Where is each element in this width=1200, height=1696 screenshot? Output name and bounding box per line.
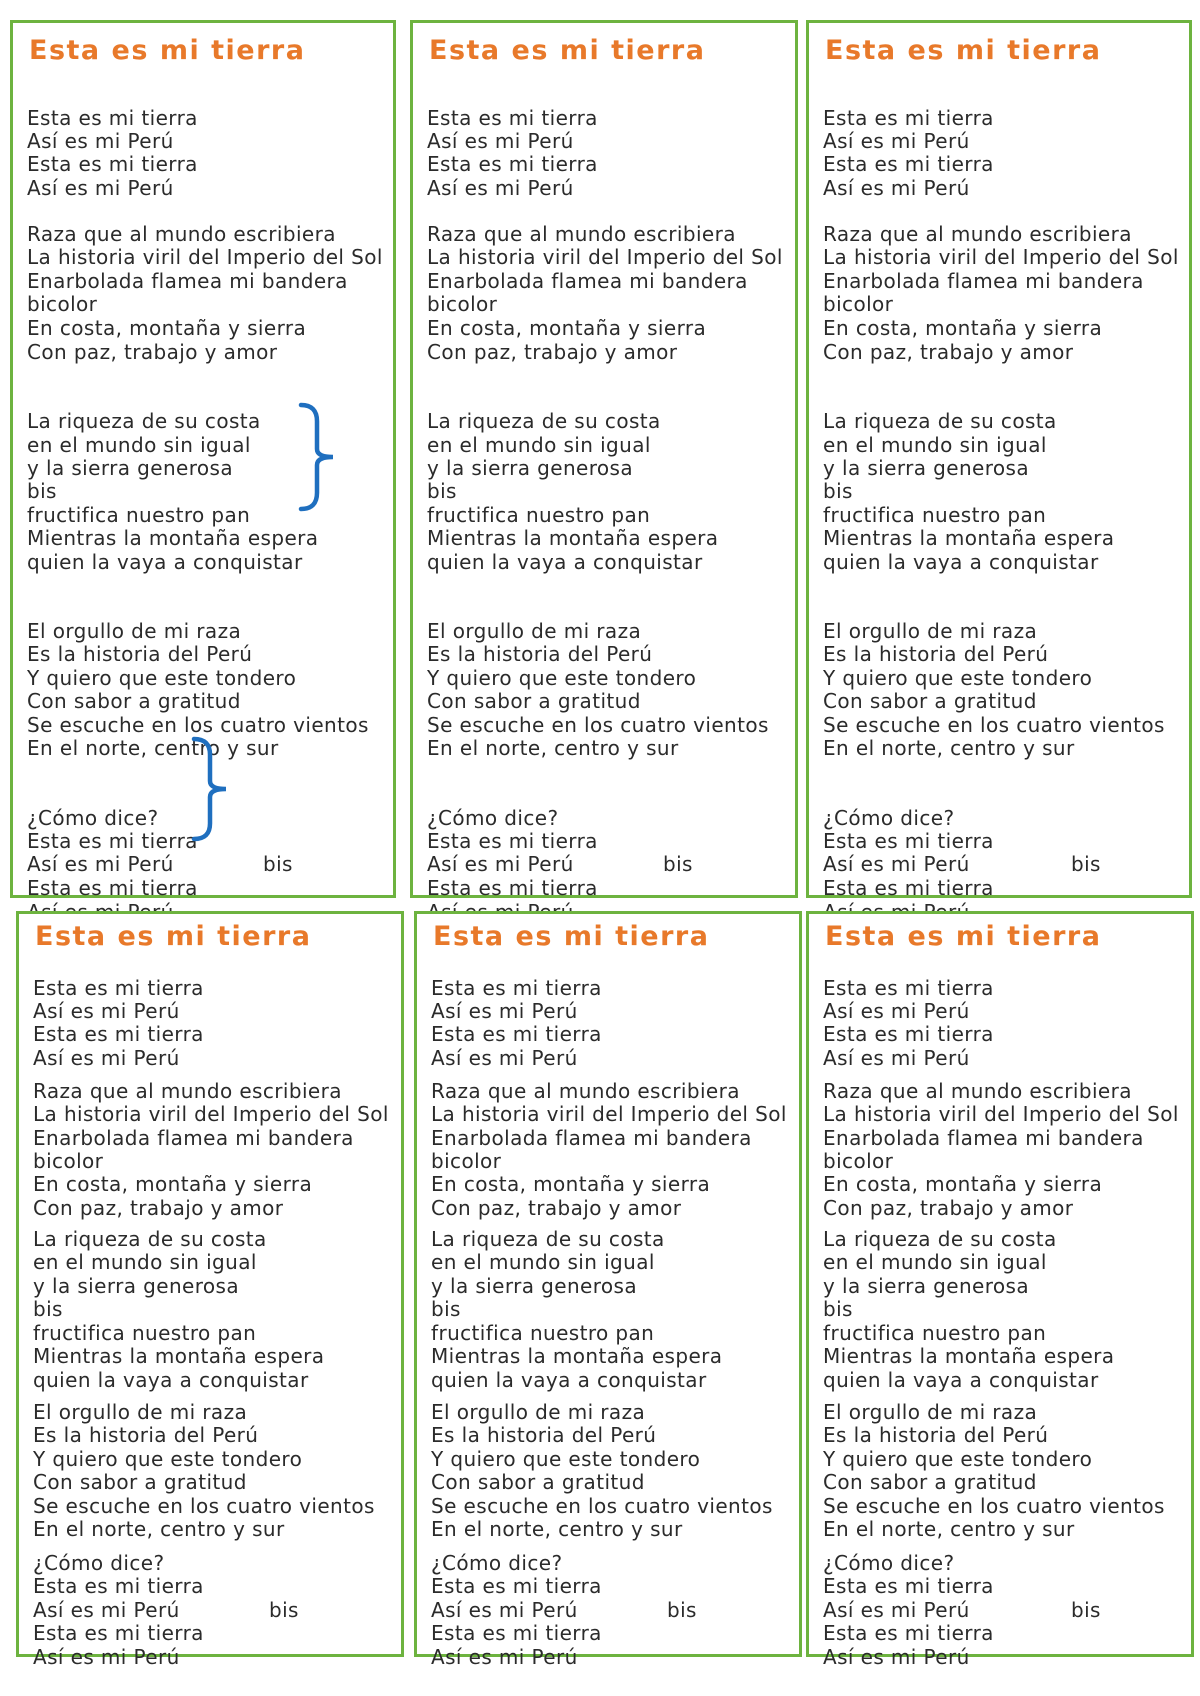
lyric-line: bicolor bbox=[823, 292, 894, 316]
lyric-line: en el mundo sin igual bbox=[33, 1250, 257, 1274]
lyric-line: Así es mi Perú bbox=[427, 176, 574, 200]
song-title: Esta es mi tierra bbox=[825, 921, 1102, 952]
lyric-line: Se escuche en los cuatro vientos bbox=[27, 713, 369, 737]
lyric-line: Así es mi Perú bbox=[33, 1046, 180, 1070]
lyric-line: quien la vaya a conquistar bbox=[33, 1368, 309, 1392]
lyric-line: Esta es mi tierra bbox=[427, 829, 598, 853]
lyric-line: Es la historia del Perú bbox=[27, 642, 253, 666]
lyric-line: Con paz, trabajo y amor bbox=[823, 340, 1074, 364]
lyric-line: bicolor bbox=[33, 1149, 104, 1173]
lyric-line: Esta es mi tierra bbox=[33, 976, 204, 1000]
lyric-line: Mientras la montaña espera bbox=[431, 1344, 723, 1368]
lyric-line: Así es mi Perú bbox=[431, 999, 578, 1023]
lyric-line: La historia viril del Imperio del Sol bbox=[431, 1102, 787, 1126]
lyric-line: Raza que al mundo escribiera bbox=[823, 1079, 1132, 1103]
lyric-line: Esta es mi tierra bbox=[823, 106, 994, 130]
lyric-line: Enarbolada flamea mi bandera bbox=[823, 269, 1144, 293]
lyric-line: Así es mi Perú bbox=[431, 1645, 578, 1669]
repeat-brace-icon bbox=[190, 736, 230, 842]
lyrics-card-3 bbox=[806, 20, 1192, 898]
lyric-line: Se escuche en los cuatro vientos bbox=[823, 713, 1165, 737]
lyric-line: Con sabor a gratitud bbox=[823, 1470, 1037, 1494]
lyrics-card-6 bbox=[806, 911, 1194, 1669]
lyric-line: Se escuche en los cuatro vientos bbox=[33, 1494, 375, 1518]
lyric-line: Enarbolada flamea mi bandera bbox=[431, 1126, 752, 1150]
lyric-line: Se escuche en los cuatro vientos bbox=[431, 1494, 773, 1518]
lyric-line: Esta es mi tierra bbox=[27, 106, 198, 130]
lyric-line: Así es mi Perú bbox=[427, 852, 574, 876]
lyric-line: en el mundo sin igual bbox=[27, 433, 251, 457]
lyric-line: En el norte, centro y sur bbox=[33, 1517, 285, 1541]
lyric-line: El orgullo de mi raza bbox=[33, 1400, 248, 1424]
lyric-line: Es la historia del Perú bbox=[823, 642, 1049, 666]
lyric-line: Con sabor a gratitud bbox=[823, 689, 1037, 713]
lyric-line: En el norte, centro y sur bbox=[427, 736, 679, 760]
lyric-line: bis bbox=[823, 1297, 853, 1321]
lyric-line: La historia viril del Imperio del Sol bbox=[27, 245, 383, 269]
lyric-line: en el mundo sin igual bbox=[823, 1250, 1047, 1274]
bis-marker: bis bbox=[667, 1598, 697, 1622]
lyric-line: Raza que al mundo escribiera bbox=[427, 222, 736, 246]
lyric-line: ¿Cómo dice? bbox=[427, 806, 559, 830]
lyric-line: bicolor bbox=[823, 1149, 894, 1173]
lyric-line: Se escuche en los cuatro vientos bbox=[427, 713, 769, 737]
lyric-line: Esta es mi tierra bbox=[823, 1574, 994, 1598]
lyric-line: y la sierra generosa bbox=[431, 1274, 638, 1298]
bis-marker: bis bbox=[663, 852, 693, 876]
lyric-line: En costa, montaña y sierra bbox=[427, 316, 707, 340]
song-title: Esta es mi tierra bbox=[29, 35, 306, 66]
lyric-line: Raza que al mundo escribiera bbox=[27, 222, 336, 246]
lyric-line: y la sierra generosa bbox=[823, 456, 1030, 480]
lyric-line: Con paz, trabajo y amor bbox=[823, 1196, 1074, 1220]
lyric-line: Con paz, trabajo y amor bbox=[33, 1196, 284, 1220]
lyric-line: Esta es mi tierra bbox=[33, 1621, 204, 1645]
lyric-line: Es la historia del Perú bbox=[823, 1423, 1049, 1447]
lyric-line: Así es mi Perú bbox=[823, 999, 970, 1023]
lyric-line: bis bbox=[431, 1297, 461, 1321]
lyric-line: La riqueza de su costa bbox=[823, 409, 1057, 433]
lyric-line: Así es mi Perú bbox=[823, 176, 970, 200]
lyric-line: fructifica nuestro pan bbox=[823, 1321, 1047, 1345]
lyric-line: En costa, montaña y sierra bbox=[27, 316, 307, 340]
lyric-line: y la sierra generosa bbox=[427, 456, 634, 480]
lyric-line: ¿Cómo dice? bbox=[823, 806, 955, 830]
lyric-line: bis bbox=[33, 1297, 63, 1321]
lyric-line: Así es mi Perú bbox=[823, 1645, 970, 1669]
lyric-line: Esta es mi tierra bbox=[431, 976, 602, 1000]
lyric-line: fructifica nuestro pan bbox=[27, 503, 251, 527]
lyric-line: Esta es mi tierra bbox=[431, 1022, 602, 1046]
song-title: Esta es mi tierra bbox=[433, 921, 710, 952]
lyric-line: La riqueza de su costa bbox=[27, 409, 261, 433]
lyric-line: Con sabor a gratitud bbox=[27, 689, 241, 713]
lyric-line: La historia viril del Imperio del Sol bbox=[427, 245, 783, 269]
lyric-line: Mientras la montaña espera bbox=[427, 526, 719, 550]
lyric-line: fructifica nuestro pan bbox=[427, 503, 651, 527]
lyric-line: Esta es mi tierra bbox=[33, 1022, 204, 1046]
lyric-line: Así es mi Perú bbox=[427, 129, 574, 153]
lyric-line: ¿Cómo dice? bbox=[33, 1551, 165, 1575]
lyric-line: Así es mi Perú bbox=[27, 852, 174, 876]
lyric-line: Esta es mi tierra bbox=[27, 876, 198, 900]
lyric-line: Mientras la montaña espera bbox=[27, 526, 319, 550]
lyric-line: Esta es mi tierra bbox=[823, 876, 994, 900]
lyrics-card-2 bbox=[410, 20, 798, 898]
lyric-line: Enarbolada flamea mi bandera bbox=[427, 269, 748, 293]
lyric-line: La riqueza de su costa bbox=[431, 1227, 665, 1251]
lyric-line: Enarbolada flamea mi bandera bbox=[33, 1126, 354, 1150]
repeat-brace-icon bbox=[297, 402, 337, 512]
lyric-line: La riqueza de su costa bbox=[33, 1227, 267, 1251]
lyric-line: En el norte, centro y sur bbox=[431, 1517, 683, 1541]
song-title: Esta es mi tierra bbox=[35, 921, 312, 952]
lyric-line: bicolor bbox=[27, 292, 98, 316]
lyric-line: quien la vaya a conquistar bbox=[27, 550, 303, 574]
song-title: Esta es mi tierra bbox=[429, 35, 706, 66]
lyric-line: Así es mi Perú bbox=[431, 1046, 578, 1070]
lyric-line: Enarbolada flamea mi bandera bbox=[27, 269, 348, 293]
lyric-line: Se escuche en los cuatro vientos bbox=[823, 1494, 1165, 1518]
lyric-line: en el mundo sin igual bbox=[823, 433, 1047, 457]
lyric-line: Mientras la montaña espera bbox=[823, 526, 1115, 550]
bis-marker: bis bbox=[269, 1598, 299, 1622]
lyric-line: Y quiero que este tondero bbox=[431, 1447, 701, 1471]
lyric-line: Esta es mi tierra bbox=[427, 876, 598, 900]
lyric-line: Y quiero que este tondero bbox=[33, 1447, 303, 1471]
lyric-line: En el norte, centro y sur bbox=[27, 736, 279, 760]
lyric-line: fructifica nuestro pan bbox=[431, 1321, 655, 1345]
lyric-line: Enarbolada flamea mi bandera bbox=[823, 1126, 1144, 1150]
lyric-line: Así es mi Perú bbox=[33, 1645, 180, 1669]
lyric-line: bis bbox=[427, 479, 457, 503]
lyric-line: Esta es mi tierra bbox=[823, 1621, 994, 1645]
lyric-line: Esta es mi tierra bbox=[823, 976, 994, 1000]
lyric-line: ¿Cómo dice? bbox=[823, 1551, 955, 1575]
bis-marker: bis bbox=[1071, 852, 1101, 876]
bis-marker: bis bbox=[1071, 1598, 1101, 1622]
lyric-line: quien la vaya a conquistar bbox=[427, 550, 703, 574]
lyric-line: Y quiero que este tondero bbox=[427, 666, 697, 690]
lyric-line: quien la vaya a conquistar bbox=[823, 550, 1099, 574]
lyric-line: Y quiero que este tondero bbox=[27, 666, 297, 690]
lyric-line: bicolor bbox=[427, 292, 498, 316]
lyric-line: Con paz, trabajo y amor bbox=[427, 340, 678, 364]
lyric-line: Esta es mi tierra bbox=[427, 152, 598, 176]
lyric-line: Esta es mi tierra bbox=[823, 829, 994, 853]
lyric-line: quien la vaya a conquistar bbox=[431, 1368, 707, 1392]
lyric-line: Así es mi Perú bbox=[27, 176, 174, 200]
lyric-line: Así es mi Perú bbox=[823, 1046, 970, 1070]
lyric-line: En costa, montaña y sierra bbox=[823, 316, 1103, 340]
bis-marker: bis bbox=[263, 852, 293, 876]
lyric-line: Así es mi Perú bbox=[823, 1598, 970, 1622]
lyric-line: Y quiero que este tondero bbox=[823, 1447, 1093, 1471]
lyric-line: En costa, montaña y sierra bbox=[33, 1172, 313, 1196]
lyric-line: En costa, montaña y sierra bbox=[431, 1172, 711, 1196]
lyric-line: bis bbox=[27, 479, 57, 503]
lyric-line: Mientras la montaña espera bbox=[823, 1344, 1115, 1368]
lyric-line: ¿Cómo dice? bbox=[431, 1551, 563, 1575]
lyric-line: El orgullo de mi raza bbox=[427, 619, 642, 643]
lyric-line: Con paz, trabajo y amor bbox=[27, 340, 278, 364]
lyric-line: En el norte, centro y sur bbox=[823, 1517, 1075, 1541]
lyric-line: En costa, montaña y sierra bbox=[823, 1172, 1103, 1196]
lyric-line: Con sabor a gratitud bbox=[33, 1470, 247, 1494]
lyric-line: Con sabor a gratitud bbox=[427, 689, 641, 713]
lyric-line: fructifica nuestro pan bbox=[33, 1321, 257, 1345]
lyric-line: La riqueza de su costa bbox=[427, 409, 661, 433]
lyric-line: Raza que al mundo escribiera bbox=[33, 1079, 342, 1103]
lyric-line: fructifica nuestro pan bbox=[823, 503, 1047, 527]
lyric-line: en el mundo sin igual bbox=[431, 1250, 655, 1274]
lyric-line: Con sabor a gratitud bbox=[431, 1470, 645, 1494]
lyric-line: y la sierra generosa bbox=[33, 1274, 240, 1298]
lyric-line: Esta es mi tierra bbox=[427, 106, 598, 130]
lyric-line: Esta es mi tierra bbox=[431, 1574, 602, 1598]
lyric-line: Así es mi Perú bbox=[33, 999, 180, 1023]
lyric-line: En el norte, centro y sur bbox=[823, 736, 1075, 760]
lyric-line: Raza que al mundo escribiera bbox=[431, 1079, 740, 1103]
lyric-line: Así es mi Perú bbox=[33, 1598, 180, 1622]
song-title: Esta es mi tierra bbox=[825, 35, 1102, 66]
lyric-line: Es la historia del Perú bbox=[33, 1423, 259, 1447]
lyric-line: y la sierra generosa bbox=[27, 456, 234, 480]
lyric-line: Con paz, trabajo y amor bbox=[431, 1196, 682, 1220]
lyric-line: La historia viril del Imperio del Sol bbox=[823, 245, 1179, 269]
lyric-line: Así es mi Perú bbox=[823, 852, 970, 876]
lyric-line: Esta es mi tierra bbox=[431, 1621, 602, 1645]
lyric-line: Es la historia del Perú bbox=[427, 642, 653, 666]
lyrics-card-4 bbox=[16, 911, 404, 1669]
lyric-line: El orgullo de mi raza bbox=[823, 1400, 1038, 1424]
lyric-line: El orgullo de mi raza bbox=[27, 619, 242, 643]
lyric-line: Esta es mi tierra bbox=[27, 152, 198, 176]
lyric-line: La historia viril del Imperio del Sol bbox=[33, 1102, 389, 1126]
lyric-line: ¿Cómo dice? bbox=[27, 806, 159, 830]
lyrics-card-1 bbox=[10, 20, 396, 898]
lyrics-card-5 bbox=[414, 911, 802, 1669]
lyric-line: bicolor bbox=[431, 1149, 502, 1173]
lyric-line: El orgullo de mi raza bbox=[431, 1400, 646, 1424]
lyric-line: Es la historia del Perú bbox=[431, 1423, 657, 1447]
lyric-line: Esta es mi tierra bbox=[33, 1574, 204, 1598]
lyric-line: Así es mi Perú bbox=[431, 1598, 578, 1622]
lyric-line: Así es mi Perú bbox=[823, 129, 970, 153]
lyric-line: La historia viril del Imperio del Sol bbox=[823, 1102, 1179, 1126]
lyric-line: Raza que al mundo escribiera bbox=[823, 222, 1132, 246]
lyric-line: quien la vaya a conquistar bbox=[823, 1368, 1099, 1392]
lyric-line: en el mundo sin igual bbox=[427, 433, 651, 457]
lyric-line: y la sierra generosa bbox=[823, 1274, 1030, 1298]
lyric-line: Esta es mi tierra bbox=[823, 152, 994, 176]
lyric-line: El orgullo de mi raza bbox=[823, 619, 1038, 643]
lyric-line: Y quiero que este tondero bbox=[823, 666, 1093, 690]
lyric-line: Así es mi Perú bbox=[27, 129, 174, 153]
lyric-line: Esta es mi tierra bbox=[823, 1022, 994, 1046]
lyric-line: bis bbox=[823, 479, 853, 503]
lyric-line: Mientras la montaña espera bbox=[33, 1344, 325, 1368]
lyric-line: Esta es mi tierra bbox=[27, 829, 198, 853]
lyric-line: La riqueza de su costa bbox=[823, 1227, 1057, 1251]
